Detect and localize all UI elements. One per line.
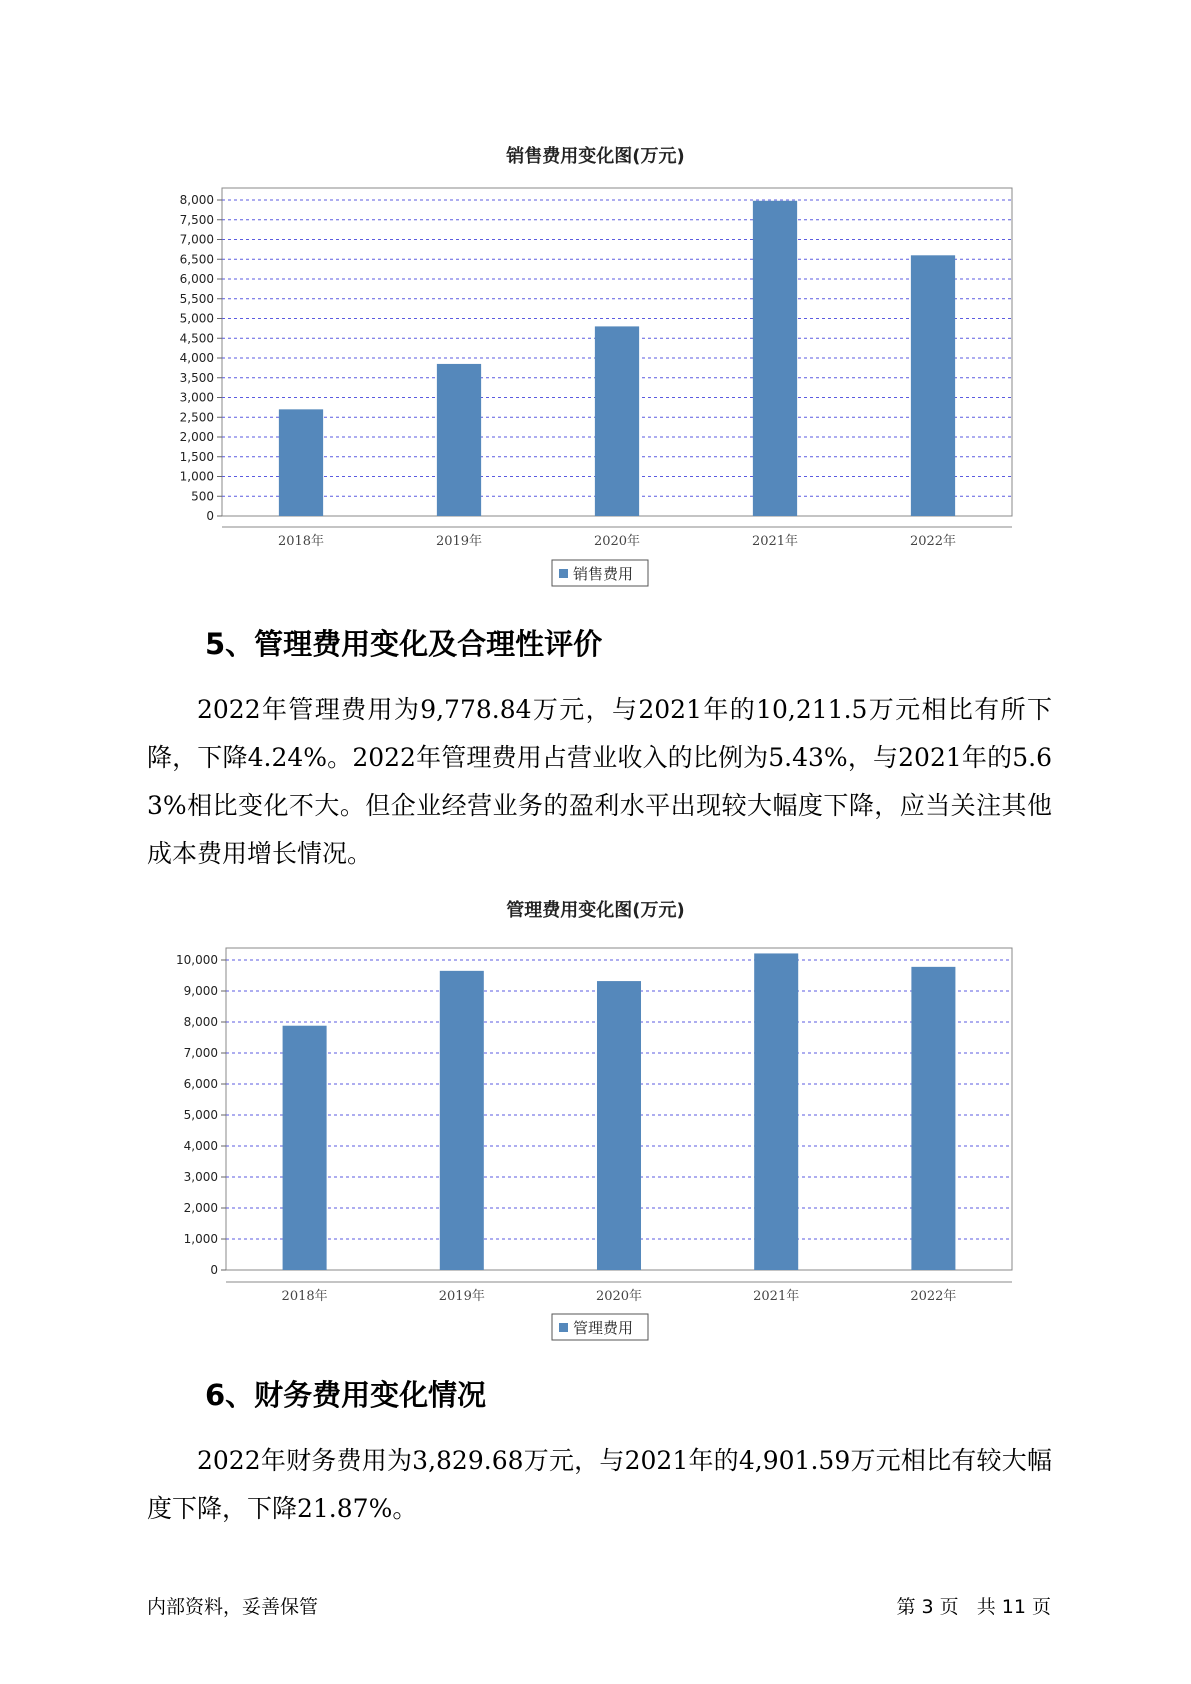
y-tick-label: 0: [206, 509, 214, 523]
bar-2021年: [753, 201, 797, 516]
section-6-paragraph: 2022年财务费用为3,829.68万元，与2021年的4,901.59万元相比有较大幅度下降，下降21.87%。: [147, 1446, 1052, 1523]
x-tick-label: 2022年: [910, 1289, 957, 1304]
bar-2022年: [911, 255, 955, 516]
sales-expense-bar-chart: [0, 160, 1191, 600]
y-tick-label: 5,000: [179, 311, 214, 326]
chart-title-sales-expense: 销售费用变化图(万元): [506, 146, 685, 167]
x-tick-label: 2018年: [277, 534, 325, 549]
y-tick-label: 6,000: [183, 1077, 218, 1091]
y-tick-label: 2,000: [179, 430, 214, 444]
bar-2020年: [597, 981, 641, 1270]
y-tick-label: 7,000: [183, 1046, 218, 1060]
chart-legend: [552, 560, 648, 586]
section-5-paragraph: 2022年管理费用为9,778.84万元，与2021年的10,211.5万元相比有所下降，下降4.24%。2022年管理费用占营业收入的比例为5.43%，与2021年的5.63%相比变化不大。但企业经营业务的盈利水平出现较大幅度下降，应当关注其他成本费用增长情况。: [147, 695, 1052, 868]
x-tick-label: 2021年: [753, 1289, 800, 1304]
bar-2018年: [283, 1026, 327, 1270]
x-tick-label: 2019年: [435, 534, 483, 549]
legend-label: 管理费用: [573, 1319, 634, 1337]
bar-2020年: [595, 326, 639, 516]
y-tick-label: 5,000: [183, 1108, 218, 1122]
legend-swatch: [559, 1323, 568, 1332]
x-tick-label: 2019年: [438, 1289, 485, 1304]
footer-confidential-note: 内部资料，妥善保管: [147, 1596, 319, 1618]
y-tick-label: 4,000: [183, 1139, 218, 1153]
y-tick-label: 1,000: [179, 469, 214, 484]
section-5-heading: 5、管理费用变化及合理性评价: [205, 627, 603, 661]
x-tick-label: 2020年: [595, 1289, 643, 1304]
y-tick-label: 7,500: [179, 212, 214, 227]
bar-2019年: [437, 364, 481, 516]
y-tick-label: 1,000: [183, 1232, 218, 1246]
y-tick-label: 0: [210, 1263, 218, 1277]
y-tick-label: 10,000: [176, 953, 218, 967]
y-tick-label: 8,000: [183, 1015, 218, 1029]
legend-label: 销售费用: [573, 565, 634, 583]
y-tick-label: 8,000: [179, 193, 214, 207]
bar-2019年: [440, 971, 484, 1270]
footer-page-number: 第 3 页 共 11 页: [896, 1596, 1051, 1618]
y-tick-label: 500: [191, 489, 214, 504]
section-6-heading: 6、财务费用变化情况: [205, 1378, 487, 1412]
y-tick-label: 4,500: [179, 331, 214, 346]
y-tick-label: 6,500: [179, 252, 214, 267]
y-tick-label: 3,000: [179, 390, 214, 405]
y-tick-label: 9,000: [183, 984, 218, 998]
y-tick-label: 2,500: [179, 410, 214, 425]
y-tick-label: 1,500: [179, 449, 214, 464]
legend-swatch: [559, 569, 568, 578]
y-tick-label: 5,500: [179, 291, 214, 306]
y-tick-label: 7,000: [179, 232, 214, 247]
management-expense-bar-chart: [0, 920, 1191, 1350]
bar-2021年: [754, 953, 798, 1270]
chart-legend: [552, 1314, 648, 1340]
y-tick-label: 3,000: [183, 1170, 218, 1184]
chart-title-management-expense: 管理费用变化图(万元): [506, 900, 685, 921]
y-tick-label: 4,000: [179, 351, 214, 365]
x-tick-label: 2022年: [909, 534, 957, 549]
y-tick-label: 2,000: [183, 1201, 218, 1215]
bar-2018年: [279, 409, 323, 516]
bar-2022年: [911, 967, 955, 1270]
x-tick-label: 2020年: [593, 534, 641, 549]
y-tick-label: 3,500: [179, 370, 214, 385]
x-tick-label: 2018年: [281, 1289, 328, 1304]
y-tick-label: 6,000: [179, 272, 214, 286]
x-tick-label: 2021年: [751, 534, 799, 549]
